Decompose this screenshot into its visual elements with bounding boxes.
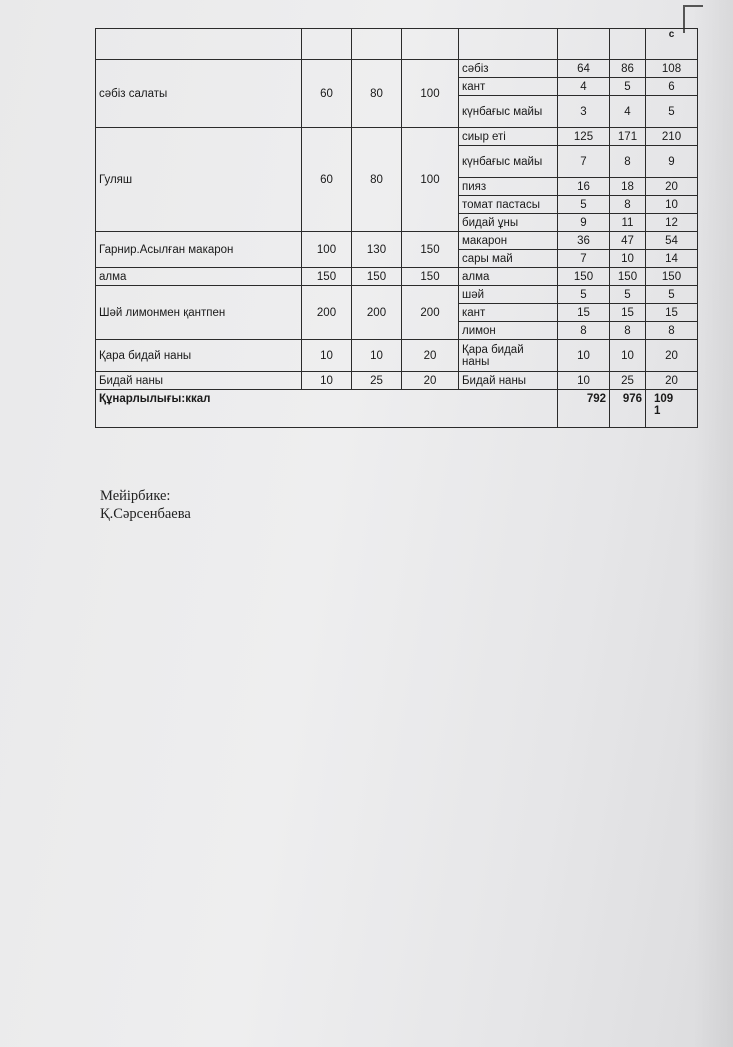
ingredient-amount-3: 6 <box>646 78 698 96</box>
dish-portion-1: 10 <box>302 340 352 372</box>
ingredient-amount-2: 11 <box>610 214 646 232</box>
dish-portion-3: 150 <box>402 268 459 286</box>
ingredient-amount-1: 5 <box>558 286 610 304</box>
dish-portion-1: 150 <box>302 268 352 286</box>
total-kcal-2: 976 <box>610 390 646 428</box>
ingredient-name: Қара бидай наны <box>459 340 558 372</box>
ingredient-amount-3: 5 <box>646 286 698 304</box>
dish-portion-2: 10 <box>352 340 402 372</box>
table-row <box>96 340 698 372</box>
header-cell <box>96 29 302 60</box>
ingredient-amount-2: 150 <box>610 268 646 286</box>
dish-portion-2: 150 <box>352 268 402 286</box>
ingredient-amount-3: 20 <box>646 340 698 372</box>
dish-portion-1: 60 <box>302 60 352 128</box>
signature-name: Қ.Сәрсенбаева <box>100 506 191 522</box>
ingredient-amount-1: 9 <box>558 214 610 232</box>
ingredient-name: бидай ұны <box>459 214 558 232</box>
menu-table <box>95 28 698 428</box>
header-cell <box>352 29 402 60</box>
dish-portion-3: 150 <box>402 232 459 268</box>
page-edge-shadow <box>693 0 733 1047</box>
ingredient-amount-3: 15 <box>646 304 698 322</box>
table-row <box>96 128 698 146</box>
dish-portion-1: 200 <box>302 286 352 340</box>
ingredient-amount-1: 5 <box>558 196 610 214</box>
ingredient-amount-2: 4 <box>610 96 646 128</box>
ingredient-name: Бидай наны <box>459 372 558 390</box>
header-cell <box>610 29 646 60</box>
ingredient-amount-1: 15 <box>558 304 610 322</box>
dish-name: Қара бидай наны <box>96 340 302 372</box>
ingredient-amount-2: 15 <box>610 304 646 322</box>
dish-portion-2: 80 <box>352 128 402 232</box>
signature-block <box>100 487 191 523</box>
ingredient-amount-1: 8 <box>558 322 610 340</box>
ingredient-amount-2: 18 <box>610 178 646 196</box>
total-row <box>96 390 698 428</box>
dish-name: Гуляш <box>96 128 302 232</box>
header-cell <box>459 29 558 60</box>
ingredient-name: лимон <box>459 322 558 340</box>
ingredient-amount-2: 47 <box>610 232 646 250</box>
ingredient-amount-2: 86 <box>610 60 646 78</box>
ingredient-name: сары май <box>459 250 558 268</box>
dish-portion-2: 200 <box>352 286 402 340</box>
dish-name: Гарнир.Асылған макарон <box>96 232 302 268</box>
ingredient-name: кант <box>459 78 558 96</box>
ingredient-amount-1: 16 <box>558 178 610 196</box>
dish-portion-1: 100 <box>302 232 352 268</box>
ingredient-amount-3: 20 <box>646 372 698 390</box>
ingredient-amount-3: 20 <box>646 178 698 196</box>
ingredient-amount-2: 10 <box>610 340 646 372</box>
dish-name: сәбіз салаты <box>96 60 302 128</box>
ingredient-name: кант <box>459 304 558 322</box>
ingredient-amount-1: 36 <box>558 232 610 250</box>
ingredient-amount-2: 171 <box>610 128 646 146</box>
signature-role: Мейірбике: <box>100 488 171 504</box>
total-kcal-3: 109 1 <box>646 390 698 428</box>
ingredient-name: шәй <box>459 286 558 304</box>
ingredient-name: күнбағыс майы <box>459 96 558 128</box>
ingredient-name: пияз <box>459 178 558 196</box>
table-row <box>96 372 698 390</box>
table-header-row <box>96 29 698 60</box>
dish-portion-1: 10 <box>302 372 352 390</box>
ingredient-amount-1: 3 <box>558 96 610 128</box>
ingredient-amount-3: 5 <box>646 96 698 128</box>
header-cell <box>402 29 459 60</box>
header-cell <box>558 29 610 60</box>
ingredient-amount-3: 8 <box>646 322 698 340</box>
ingredient-amount-2: 25 <box>610 372 646 390</box>
dish-portion-3: 20 <box>402 340 459 372</box>
dish-portion-3: 100 <box>402 128 459 232</box>
ingredient-name: сәбіз <box>459 60 558 78</box>
ingredient-amount-1: 7 <box>558 250 610 268</box>
dish-name: Шәй лимонмен қантпен <box>96 286 302 340</box>
dish-portion-3: 20 <box>402 372 459 390</box>
table-row <box>96 268 698 286</box>
ingredient-amount-2: 8 <box>610 146 646 178</box>
dish-portion-3: 200 <box>402 286 459 340</box>
dish-portion-3: 100 <box>402 60 459 128</box>
ingredient-amount-2: 8 <box>610 196 646 214</box>
menu-table-body <box>96 29 698 428</box>
ingredient-amount-2: 5 <box>610 78 646 96</box>
ingredient-amount-3: 210 <box>646 128 698 146</box>
ingredient-name: алма <box>459 268 558 286</box>
ingredient-amount-3: 54 <box>646 232 698 250</box>
ingredient-amount-2: 10 <box>610 250 646 268</box>
header-mark: с <box>646 29 698 60</box>
ingredient-amount-1: 10 <box>558 340 610 372</box>
ingredient-name: томат пастасы <box>459 196 558 214</box>
ingredient-amount-3: 9 <box>646 146 698 178</box>
dish-name: алма <box>96 268 302 286</box>
ingredient-amount-1: 125 <box>558 128 610 146</box>
dish-portion-2: 130 <box>352 232 402 268</box>
ingredient-amount-1: 4 <box>558 78 610 96</box>
header-cell <box>302 29 352 60</box>
ingredient-amount-3: 10 <box>646 196 698 214</box>
ingredient-amount-1: 7 <box>558 146 610 178</box>
dish-portion-1: 60 <box>302 128 352 232</box>
ingredient-amount-3: 12 <box>646 214 698 232</box>
table-row <box>96 60 698 78</box>
total-label: Құнарлылығы:ккал <box>96 390 558 428</box>
ingredient-amount-3: 150 <box>646 268 698 286</box>
ingredient-name: сиыр еті <box>459 128 558 146</box>
total-kcal-1: 792 <box>558 390 610 428</box>
ingredient-amount-3: 108 <box>646 60 698 78</box>
dish-name: Бидай наны <box>96 372 302 390</box>
ingredient-amount-1: 150 <box>558 268 610 286</box>
dish-portion-2: 25 <box>352 372 402 390</box>
ingredient-name: күнбағыс майы <box>459 146 558 178</box>
ingredient-amount-1: 64 <box>558 60 610 78</box>
ingredient-name: макарон <box>459 232 558 250</box>
ingredient-amount-2: 5 <box>610 286 646 304</box>
table-row <box>96 286 698 304</box>
ingredient-amount-2: 8 <box>610 322 646 340</box>
dish-portion-2: 80 <box>352 60 402 128</box>
table-row <box>96 232 698 250</box>
ingredient-amount-3: 14 <box>646 250 698 268</box>
ingredient-amount-1: 10 <box>558 372 610 390</box>
